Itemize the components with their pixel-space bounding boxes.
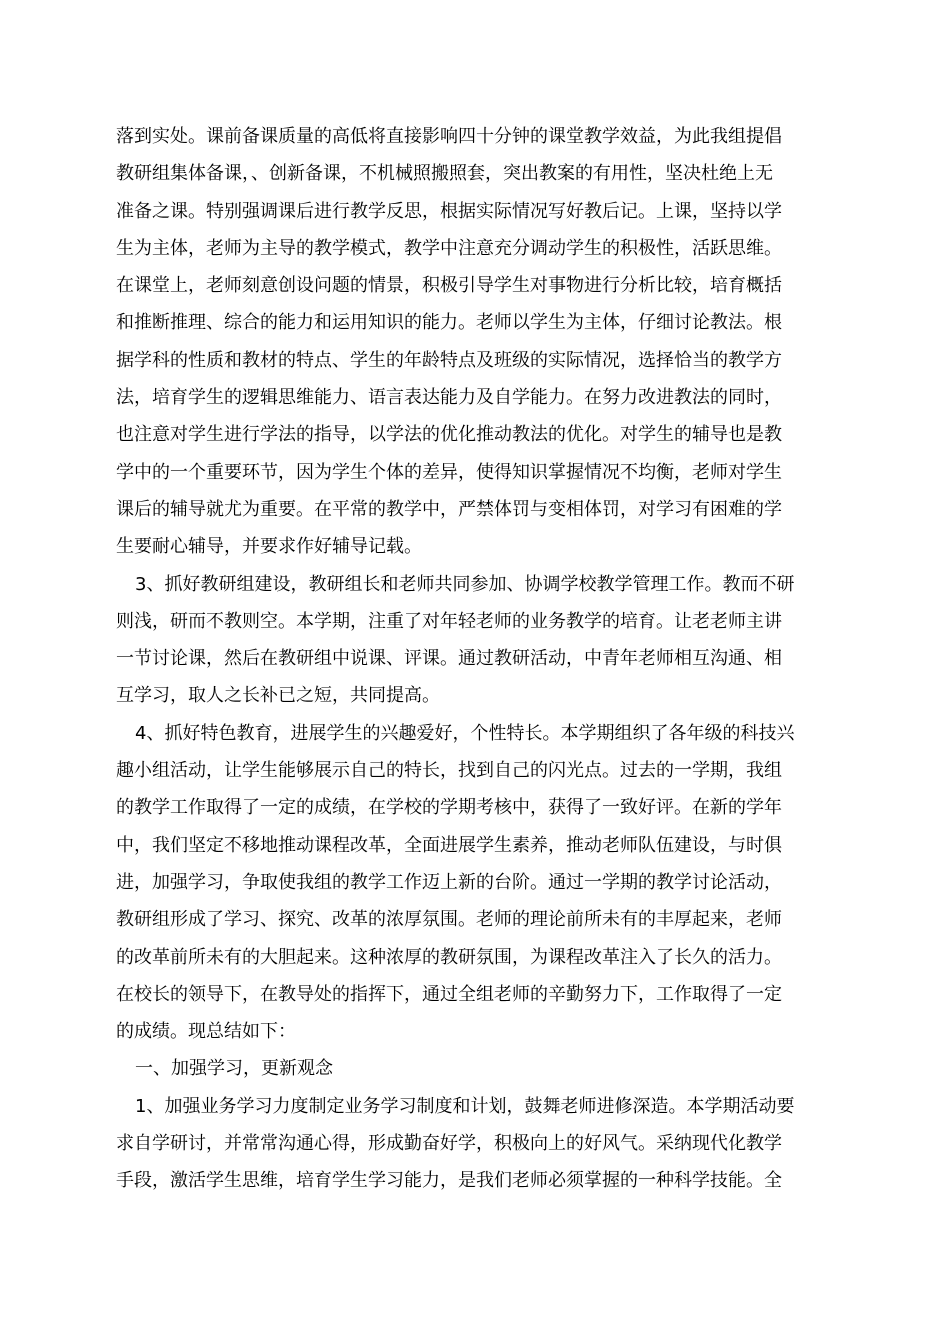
text-line: 准备之课。特别强调课后进行教学反思，根据实际情况写好教后记。上课，坚持以学 xyxy=(116,200,782,222)
text-line: 求自学研讨，并常常沟通心得，形成勤奋好学，积极向上的好风气。采纳现代化教学 xyxy=(116,1133,782,1155)
text-line: 趣小组活动，让学生能够展示自己的特长，找到自己的闪光点。过去的一学期，我组 xyxy=(116,760,782,782)
text-line: 互学习，取人之长补已之短，共同提高。 xyxy=(116,685,440,707)
text-line: 手段，激活学生思维，培育学生学习能力，是我们老师必须掌握的一种科学技能。全 xyxy=(116,1170,782,1192)
text-line: 据学科的性质和教材的特点、学生的年龄特点及班级的实际情况，选择恰当的教学方 xyxy=(116,349,782,371)
text-line: 教研组集体备课，、创新备课，不机械照搬照套，突出教案的有用性，坚决杜绝上无 xyxy=(116,163,773,185)
text-line: 在课堂上，老师刻意创设问题的情景，积极引导学生对事物进行分析比较，培育概括 xyxy=(116,275,782,297)
text-line: 则浅，研而不教则空。本学期，注重了对年轻老师的业务教学的培育。让老老师主讲 xyxy=(116,610,782,632)
text-line: 生为主体，老师为主导的教学模式，教学中注意充分调动学生的积极性，活跃思维。 xyxy=(116,237,782,259)
text-line: 的教学工作取得了一定的成绩，在学校的学期考核中，获得了一致好评。在新的学年 xyxy=(116,797,782,819)
text-line: 学中的一个重要环节，因为学生个体的差异，使得知识掌握情况不均衡，老师对学生 xyxy=(116,461,782,483)
paragraph-start-line: 3、抓好教研组建设，教研组长和老师共同参加、协调学校教学管理工作。教而不研 xyxy=(135,573,795,595)
text-line: 和推断推理、综合的能力和运用知识的能力。老师以学生为主体，仔细讨论教法。根 xyxy=(116,312,782,334)
paragraph-start-line: 1、加强业务学习力度制定业务学习制度和计划，鼓舞老师进修深造。本学期活动要 xyxy=(135,1095,795,1117)
paragraph-start-line: 4、抓好特色教育，进展学生的兴趣爱好，个性特长。本学期组织了各年级的科技兴 xyxy=(135,722,795,744)
text-line: 在校长的领导下，在教导处的指挥下，通过全组老师的辛勤努力下，工作取得了一定 xyxy=(116,983,782,1005)
text-line: 一节讨论课，然后在教研组中说课、评课。通过教研活动，中青年老师相互沟通、相 xyxy=(116,648,782,670)
text-line: 中，我们坚定不移地推动课程改革，全面进展学生素养，推动老师队伍建设，与时俱 xyxy=(116,834,782,856)
text-line: 生要耐心辅导，并要求作好辅导记载。 xyxy=(116,536,422,558)
section-heading: 一、加强学习，更新观念 xyxy=(135,1058,333,1080)
text-line: 进，加强学习，争取使我组的教学工作迈上新的台阶。通过一学期的教学讨论活动， xyxy=(116,871,782,893)
text-line: 落到实处。课前备课质量的高低将直接影响四十分钟的课堂教学效益，为此我组提倡 xyxy=(116,126,782,147)
text-line: 的改革前所未有的大胆起来。这种浓厚的教研氛围，为课程改革注入了长久的活力。 xyxy=(116,946,782,968)
text-line: 法，培育学生的逻辑思维能力、语言表达能力及自学能力。在努力改进教法的同时， xyxy=(116,387,782,409)
text-line: 也注意对学生进行学法的指导，以学法的优化推动教法的优化。对学生的辅导也是教 xyxy=(116,424,782,446)
text-line: 的成绩。现总结如下： xyxy=(116,1021,296,1043)
text-line: 课后的辅导就尤为重要。在平常的教学中，严禁体罚与变相体罚，对学习有困难的学 xyxy=(116,498,782,520)
document-body xyxy=(116,118,836,1200)
text-line: 教研组形成了学习、探究、改革的浓厚氛围。老师的理论前所未有的丰厚起来，老师 xyxy=(116,909,782,931)
